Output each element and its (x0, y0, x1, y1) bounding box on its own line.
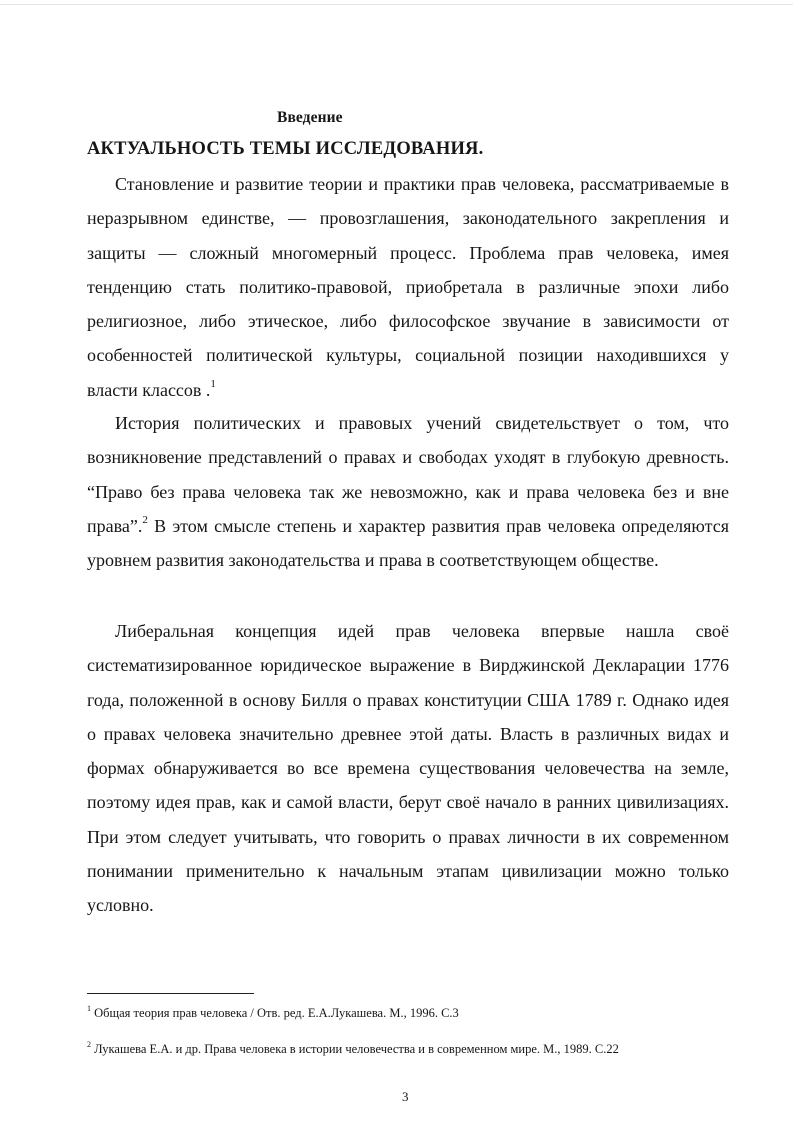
paragraph-2 (87, 406, 729, 577)
paragraph-2-text-after: В этом смысле степень и характер развития прав человека определяются уровнем развития законодательства и права в соответствующем обществе. (87, 515, 729, 571)
footnote-ref-2: 2 (142, 513, 148, 526)
section-heading: Введение (277, 109, 343, 126)
footnote-2 (87, 1039, 619, 1057)
paragraph-1-text: Становление и развитие теории и практики прав человека, рассматриваемые в неразрывном единстве, — провозглашения, законодательного закрепления и защиты — сложный многомерный процесс. Проблема прав человека, имея тенденцию стать политико-правовой, приобретала в различные эпохи либо религиозное, либо этическое, либо философское звучание в зависимости от особенностей политической культуры, социальной позиции находившихся у власти классов . (87, 174, 729, 400)
paragraph-2-text-before: История политических и правовых учений свидетельствует о том, что возникновение представлений о правах и свободах уходят в глубокую древность. “Право без права человека так же невозможно, как и права человека без и вне права”. (87, 413, 729, 536)
paragraph-3 (87, 614, 729, 923)
paragraph-3-text: Либеральная концепция идей прав человека впервые нашла своё систематизированное юридическое выражение в Вирджинской Декларации 1776 года, положенной в основу Билля о правах конституции США 1789 г. Однако идея о правах человека значительно древнее этой даты. Власть в различных видах и формах обнаруживается во все времена существования человечества на земле, поэтому идея прав, как и самой власти, берут своё начало в ранних цивилизациях. При этом следует учитывать, что говорить о правах личности в их современном понимании применительно к начальным этапам цивилизации можно только условно. (87, 621, 729, 916)
scan-edge-line (0, 4, 793, 5)
footnote-2-text: Лукашева Е.А. и др. Права человека в истории человечества и в современном мире. М., 1989. С.22 (91, 1042, 619, 1056)
paragraph-1 (87, 167, 729, 407)
footnote-separator (87, 993, 254, 994)
footnote-ref-1: 1 (210, 377, 216, 390)
page-number: 3 (402, 1089, 409, 1104)
document-title: АКТУАЛЬНОСТЬ ТЕМЫ ИССЛЕДОВАНИЯ. (87, 139, 484, 159)
footnote-2-number: 2 (87, 1039, 91, 1049)
footnote-1-text: Общая теория прав человека / Отв. ред. Е.А.Лукашева. М., 1996. С.3 (91, 1006, 459, 1020)
footnote-1-number: 1 (87, 1003, 91, 1013)
footnote-1 (87, 1003, 459, 1021)
